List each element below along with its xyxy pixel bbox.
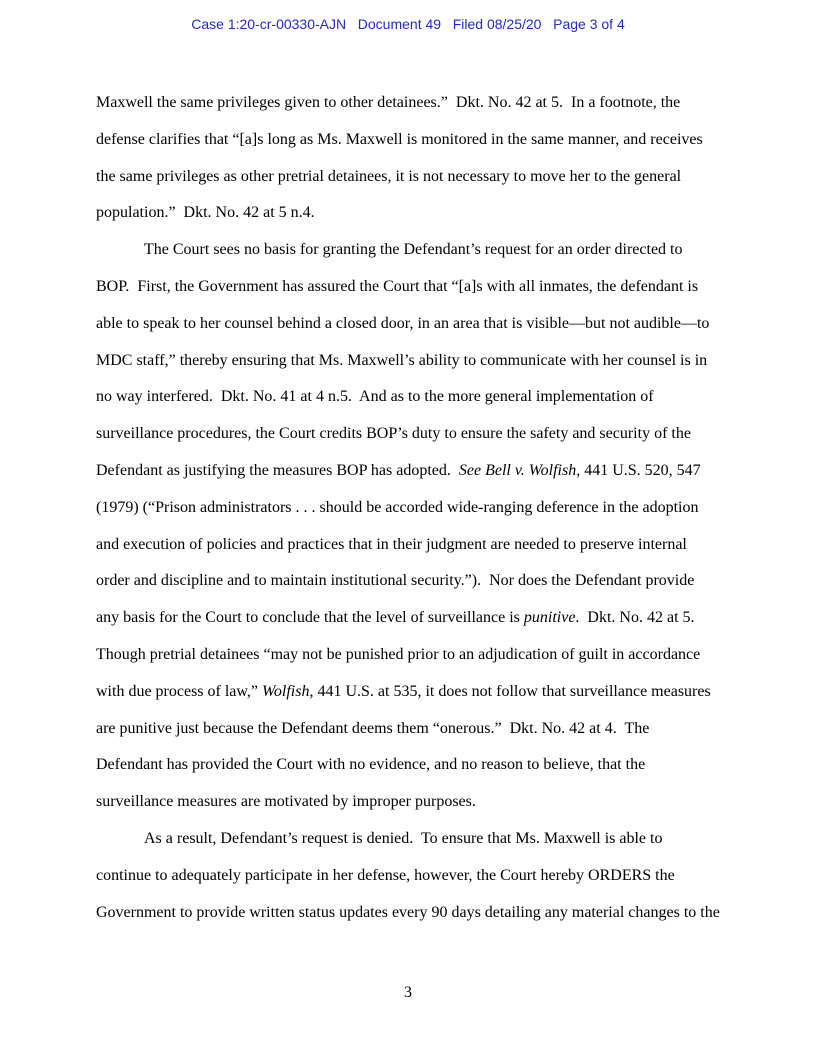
text-line — [96, 232, 728, 269]
text-line — [96, 674, 728, 711]
text-run: surveillance procedures, the Court credits BOP’s duty to ensure the safety and security of the — [96, 425, 691, 443]
text-run: Government to provide written status updates every 90 days detailing any material changes to the — [96, 903, 720, 921]
text-run: Defendant has provided the Court with no evidence, and no reason to believe, that the — [96, 756, 646, 774]
italic-text-run: See Bell v. Wolfish — [458, 461, 577, 479]
text-run: any basis for the Court to conclude that the level of surveillance is — [96, 609, 524, 627]
text-run: BOP. First, the Government has assured the Court that “[a]s with all inmates, the defendant is — [96, 277, 699, 295]
text-line — [96, 122, 728, 159]
text-line — [96, 600, 728, 637]
text-line — [96, 711, 728, 748]
text-line — [96, 747, 728, 784]
text-run: , 441 U.S. 520, 547 — [576, 461, 701, 479]
text-run: surveillance measures are motivated by improper purposes. — [96, 793, 476, 811]
text-line — [96, 895, 728, 932]
text-run: the same privileges as other pretrial detainees, it is not necessary to move her to the general — [96, 167, 682, 185]
text-run: , 441 U.S. at 535, it does not follow that surveillance measures — [309, 682, 711, 700]
text-line — [96, 269, 728, 306]
text-line — [96, 490, 728, 527]
text-run: and execution of policies and practices that in their judgment are needed to preserve internal — [96, 535, 687, 553]
text-line — [96, 306, 728, 343]
text-run: MDC staff,” thereby ensuring that Ms. Maxwell’s ability to communicate with her counsel is in — [96, 351, 708, 369]
text-line — [96, 784, 728, 821]
text-run: able to speak to her counsel behind a closed door, in an area that is visible—but not audible—to — [96, 314, 710, 332]
ecf-filing-stamp: Case 1:20-cr-00330-AJN Document 49 Filed 08/25/20 Page 3 of 4 — [191, 16, 625, 32]
text-run: with due process of law,” — [96, 682, 263, 700]
text-line — [96, 637, 728, 674]
text-line — [96, 416, 728, 453]
text-line — [96, 379, 728, 416]
text-run: defense clarifies that “[a]s long as Ms. Maxwell is monitored in the same manner, and receives — [96, 130, 703, 148]
italic-text-run: punitive — [523, 609, 576, 627]
text-line — [96, 858, 728, 895]
italic-text-run: Wolfish — [262, 682, 310, 700]
document-body — [96, 85, 728, 931]
text-line — [96, 821, 728, 858]
text-run: order and discipline and to maintain institutional security.”). Nor does the Defendant provide — [96, 572, 695, 590]
text-line — [96, 527, 728, 564]
text-run: continue to adequately participate in her defense, however, the Court hereby ORDERS the — [96, 866, 675, 884]
text-run: no way interfered. Dkt. No. 41 at 4 n.5. And as to the more general implementation of — [96, 388, 654, 406]
text-run: population.” Dkt. No. 42 at 5 n.4. — [96, 204, 315, 222]
text-line — [96, 453, 728, 490]
text-line — [96, 563, 728, 600]
text-run: Defendant as justifying the measures BOP has adopted. — [96, 461, 459, 479]
text-run: Maxwell the same privileges given to other detainees.” Dkt. No. 42 at 5. In a footnote, the — [96, 94, 681, 111]
text-run: As a result, Defendant’s request is denied. To ensure that Ms. Maxwell is able to — [144, 829, 663, 847]
text-line — [96, 343, 728, 380]
text-run: (1979) (“Prison administrators . . . should be accorded wide-ranging deference in the adoption — [96, 498, 699, 516]
text-run: . Dkt. No. 42 at 5. — [575, 609, 695, 627]
text-run: Though pretrial detainees “may not be punished prior to an adjudication of guilt in accordance — [96, 645, 701, 663]
text-line — [96, 195, 728, 232]
page-number: 3 — [404, 984, 412, 1001]
text-run: are punitive just because the Defendant deems them “onerous.” Dkt. No. 42 at 4. The — [96, 719, 650, 737]
text-line — [96, 159, 728, 196]
text-line — [96, 85, 728, 122]
text-run: The Court sees no basis for granting the Defendant’s request for an order directed to — [144, 241, 683, 259]
